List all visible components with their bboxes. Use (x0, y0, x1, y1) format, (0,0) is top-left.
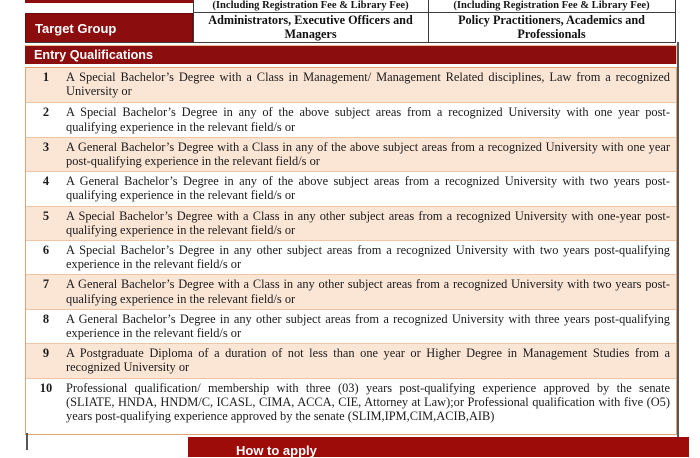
fee-note-column-1: (Including Registration Fee & Library Fee) (193, 0, 428, 13)
qualification-text: A General Bachelor’s Degree with a Class in any of the above subject areas from a recognized University with one year post-qualifying experience in the relevant field/s or (66, 139, 670, 169)
table-row (26, 137, 676, 171)
table-row (26, 274, 676, 308)
table-row (26, 343, 676, 377)
page-border-line (26, 433, 28, 450)
target-group-value-1: Administrators, Executive Officers and Managers (193, 13, 428, 43)
row-number: 1 (42, 70, 50, 84)
row-number: 10 (39, 380, 53, 395)
table-border-vertical (193, 0, 194, 43)
table-row (26, 206, 676, 240)
table-row (26, 68, 676, 102)
row-number: 2 (42, 105, 50, 120)
table-row (26, 171, 676, 205)
row-number: 3 (42, 139, 50, 154)
cut-off-red-cell-edge (25, 0, 193, 3)
row-number: 6 (42, 242, 50, 257)
table-border-vertical (428, 0, 429, 43)
entry-qualifications-section-header: Entry Qualifications (25, 45, 677, 64)
qualification-text: A Special Bachelor’s Degree with a Class in any other subject areas from a recognized University with one-year post-qualifying experience in the relevant field/s or (66, 208, 670, 237)
target-group-header-cell: Target Group (25, 13, 193, 43)
table-border-horizontal (25, 42, 676, 43)
row-number: 7 (42, 277, 50, 292)
table-row (26, 309, 676, 343)
qualification-text: A Special Bachelor’s Degree with a Class in Management/ Management Related disciplines, Law from a recognized University or (66, 70, 670, 99)
table-row (26, 240, 676, 274)
target-group-value-2: Policy Practitioners, Academics and Professionals (428, 13, 675, 43)
row-number: 9 (42, 346, 50, 361)
row-number: 4 (42, 174, 50, 189)
qualification-text: Professional qualification/ membership with three (03) years post-qualifying experience approved by the senate (SLIATE, HNDA, HNDM/C, ICASL, CIMA, ACCA, CIE, Attorney at Law);or Professional qualification with five (O5) years post-qualifying experience approved by the senate (SLIM,IPM,CIM,ACIB,AIB) (66, 380, 670, 424)
qualification-text: A Special Bachelor’s Degree in any other subject areas from a recognized University with two years post-qualifying experience in the relevant field/s or (66, 242, 670, 272)
qualification-text: A Special Bachelor’s Degree in any of the above subject areas from a recognized University with one year post-qualifying experience in the relevant field/s or (66, 105, 670, 134)
fee-note-column-2: (Including Registration Fee & Library Fee) (428, 0, 675, 13)
qualification-text: A Postgraduate Diploma of a duration of not less than one year or Higher Degree in Management Studies from a recognized University or (66, 346, 670, 375)
table-row (26, 102, 676, 136)
qualification-text: A General Bachelor’s Degree in any of the above subject areas from a recognized University with two years post-qualifying experience in the relevant field/s or (66, 174, 670, 203)
qualification-text: A General Bachelor’s Degree with a Class in any other subject areas from a recognized University with two years post-qualifying experience in the relevant field/s or (66, 277, 670, 306)
table-border-vertical (675, 0, 676, 43)
entry-qualifications-table (25, 67, 677, 435)
qualification-text: A General Bachelor’s Degree in any other subject areas from a recognized University with three years post-qualifying experience in the relevant field/s or (66, 311, 670, 341)
row-number: 8 (42, 311, 50, 326)
row-number: 5 (42, 208, 50, 223)
page-border-line (677, 42, 679, 450)
next-section-header-cut-off: How to apply (188, 437, 689, 457)
table-row (26, 378, 676, 434)
